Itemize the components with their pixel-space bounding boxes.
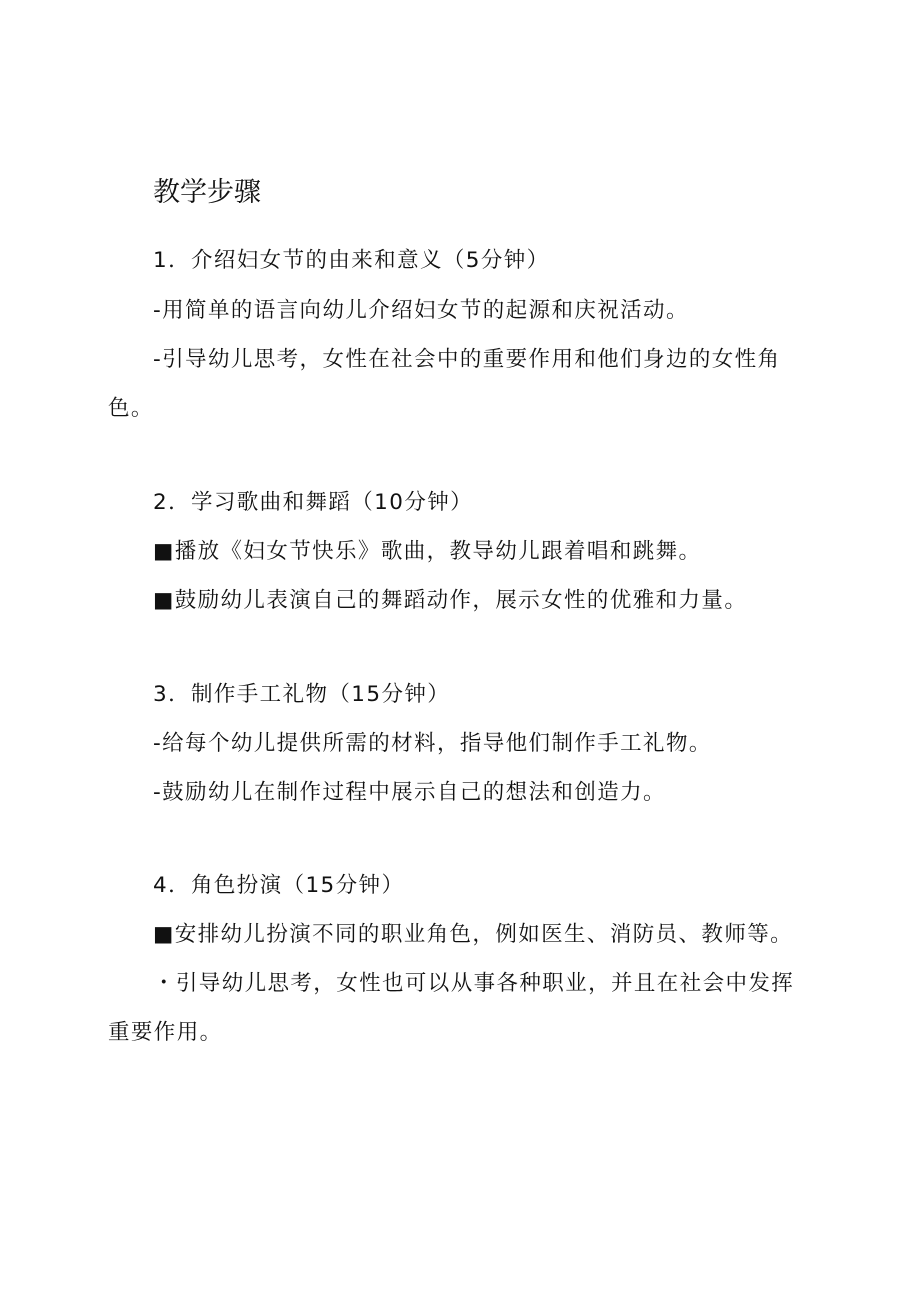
list-item: ■鼓励幼儿表演自己的舞蹈动作，展示女性的优雅和力量。 [153, 588, 748, 613]
list-item-continuation: 重要作用。 [108, 1020, 223, 1045]
list-item-continuation: 色。 [108, 396, 154, 421]
section-heading-2: 2．学习歌曲和舞蹈（10分钟） [153, 490, 474, 515]
list-item: ■播放《妇女节快乐》歌曲，教导幼儿跟着唱和跳舞。 [153, 539, 702, 564]
list-item: -引导幼儿思考，女性在社会中的重要作用和他们身边的女性角 [153, 347, 781, 372]
page-title: 教学步骤 [153, 177, 261, 208]
section-heading-1: 1．介绍妇女节的由来和意义（5分钟） [153, 248, 550, 273]
section-heading-4: 4．角色扮演（15分钟） [153, 873, 405, 898]
list-item: ・引导幼儿思考，女性也可以从事各种职业，并且在社会中发挥 [153, 971, 795, 996]
list-item: ■安排幼儿扮演不同的职业角色，例如医生、消防员、教师等。 [153, 922, 794, 947]
section-heading-3: 3．制作手工礼物（15分钟） [153, 682, 451, 707]
list-item: -鼓励幼儿在制作过程中展示自己的想法和创造力。 [153, 780, 666, 805]
list-item: -给每个幼儿提供所需的材料，指导他们制作手工礼物。 [153, 731, 712, 756]
list-item: -用简单的语言向幼儿介绍妇女节的起源和庆祝活动。 [153, 298, 689, 323]
